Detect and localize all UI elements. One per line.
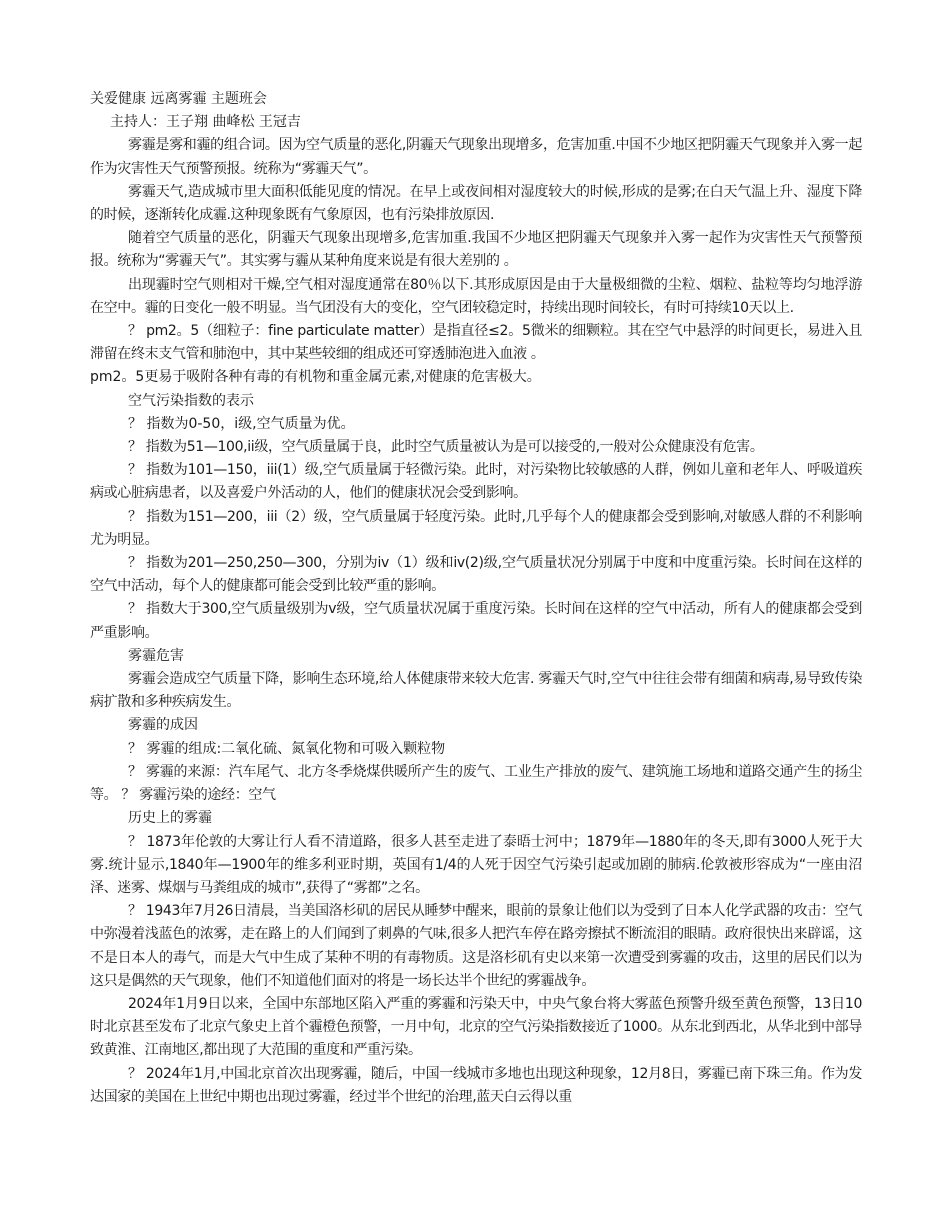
paragraph-los-angeles: ？ 1943年7月26日清晨，当美国洛杉矶的居民从睡梦中醒来，眼前的景象让他们以为受到了日本人化学武器的攻击：空气中弥漫着浅蓝色的浓雾，走在路上的人们闻到了刺鼻的气味,很多人把汽车停在路旁擦拭不断流泪的眼睛。政府很快出来辟谣，这不是日本人的毒气，而是大气中生成了某种不明的有毒物质。这是洛杉矶有史以来第一次遭受到雾霾的攻击，这里的居民们以为这只是偶然的天气现象，他们不知道他们面对的将是一场长达半个世纪的雾霾战争。 [90,903,862,989]
paragraph-smog-weather: 雾霾天气,造成城市里大面积低能见度的情况。在早上或夜间相对湿度较大的时候,形成的是雾;在白天气温上升、湿度下降的时候，逐渐转化成霾.这种现象既有气象原因，也有污染排放原因. [90,183,862,224]
paragraph-london-fog: ？ 1873年伦敦的大雾让行人看不清道路，很多人甚至走进了泰晤士河中；1879年—1880年的冬天,即有3000人死于大雾.统计显示,1840年—1900年的维多利亚时期，英国有1/4的人死于因空气污染引起或加剧的肺病.伦敦被形容成为“一座由沼泽、迷雾、煤烟与马粪组成的城市”,获得了“雾都”之名。 [90,833,862,896]
list-item-aqi-3: ？ 指数为101—150，iii(1）级,空气质量属于轻微污染。此时，对污染物比较敏感的人群，例如儿童和老年人、呼吸道疾病或心脏病患者，以及喜爱户外活动的人，他们的健康状况会受到影响。 [90,462,862,502]
paragraph-2024-smog: 2024年1月9日以来，全国中东部地区陷入严重的雾霾和污染天中，中央气象台将大雾蓝色预警升级至黄色预警，13日10时北京甚至发布了北京气象史上首个霾橙色预警，一月中旬，北京的空气污染指数接近了1000。从东北到西北，从华北到中部导致黄淮、江南地区,都出现了大范围的重度和严重污染。 [90,995,862,1059]
paragraph-haze-conditions: 出现霾时空气则相对干燥,空气相对湿度通常在80％以下.其形成原因是由于大量极细微的尘粒、烟粒、盐粒等均匀地浮游在空中。霾的日变化一般不明显。当气团没有大的变化，空气团较稳定时，持续出现时间较长，有时可持续10天以上. [90,276,862,316]
list-item-composition: ？ 雾霾的组成:二氧化硫、氮氧化物和可吸入颗粒物 [128,740,446,757]
paragraph-air-quality: 随着空气质量的恶化，阴霾天气现象出现增多,危害加重.我国不少地区把阴霾天气现象并入雾一起作为灾害性天气预警预报。统称为“雾霾天气”。其实雾与霾从某种角度来说是有很大差别的 。 [90,230,862,270]
list-item-aqi-2: ？ 指数为51—100,ii级，空气质量属于良，此时空气质量被认为是可以接受的,一般对公众健康没有危害。 [128,439,764,456]
section-heading-aqi: 空气污染指数的表示 [128,392,254,409]
paragraph-beijing-smog: ？ 2024年1月,中国北京首次出现雾霾，随后，中国一线城市多地也出现这种现象，12月8日，雾霾已南下珠三角。作为发达国家的美国在上世纪中期也出现过雾霾，经过半个世纪的治理,蓝天白云得以重 [90,1065,862,1105]
section-heading-history: 历史上的雾霾 [128,810,212,827]
paragraph-pm25-harm: pm2。5更易于吸附各种有毒的有机物和重金属元素,对健康的危害极大。 [90,369,541,386]
paragraph-pm25-definition: ？ pm2。5（细粒子：fine particulate matter）是指直径≤2。5微米的细颗粒。其在空气中悬浮的时间更长，易进入且滞留在终末支气管和肺泡中，其中某些较细的组成还可穿透肺泡进入血液 。 [90,323,862,363]
section-heading-harm: 雾霾危害 [128,647,184,664]
list-item-aqi-1: ？ 指数为0-50，i级,空气质量为优。 [128,415,355,432]
paragraph-harm: 雾霾会造成空气质量下降，影响生态环境,给人体健康带来较大危害. 雾霾天气时,空气中往往会带有细菌和病毒,易导致传染病扩散和多种疾病发生。 [90,671,862,711]
list-item-aqi-5: ？ 指数为201—250,250—300，分别为iv（1）级和iv(2)级,空气质量状况分别属于中度和中度重污染。长时间在这样的空气中活动，每个人的健康都可能会受到比较严重的影响。 [90,555,862,595]
document-title: 关爱健康 远离雾霾 主题班会 [90,91,267,107]
section-heading-causes: 雾霾的成因 [128,717,198,734]
list-item-sources: ？ 雾霾的来源：汽车尾气、北方冬季烧煤供暖所产生的废气、工业生产排放的废气、建筑施工场地和道路交通产生的扬尘等。 ？ 雾霾污染的途经：空气 [90,763,862,804]
list-item-aqi-6: ？ 指数大于300,空气质量级别为v级，空气质量状况属于重度污染。长时间在这样的空气中活动，所有人的健康都会受到严重影响。 [90,601,862,641]
hosts-line: 主持人：王子翔 曲峰松 王冠吉 [110,114,301,131]
list-item-aqi-4: ？ 指数为151—200，iii（2）级，空气质量属于轻度污染。此时,几乎每个人的健康都会受到影响,对敏感人群的不利影响尤为明显。 [90,508,862,548]
document-page [90,88,862,1109]
paragraph-smog-definition: 雾霾是雾和霾的组合词。因为空气质量的恶化,阴霾天气现象出现增多，危害加重.中国不少地区把阴霾天气现象并入雾一起作为灾害性天气预警预报。统称为“雾霾天气”。 [90,137,862,177]
